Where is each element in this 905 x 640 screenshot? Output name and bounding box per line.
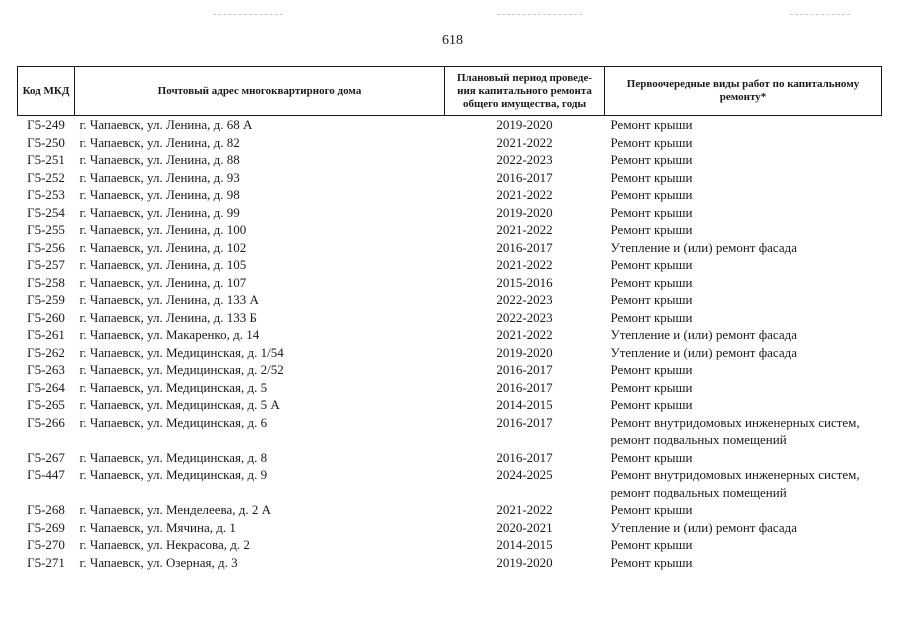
house-address: г. Чапаевск, ул. Ленина, д. 107 bbox=[79, 274, 247, 290]
repair-period: 2016-2017 bbox=[496, 362, 553, 377]
repair-works: Ремонт внутридомовых инженерных систем, ремонт подвальных помещений bbox=[610, 467, 860, 500]
house-code: Г5-262 bbox=[27, 344, 65, 360]
repair-works: Ремонт крыши bbox=[610, 117, 693, 132]
repair-period: 2016-2017 bbox=[496, 379, 553, 395]
table-row bbox=[18, 554, 882, 572]
table-row bbox=[18, 134, 882, 152]
repair-works: Ремонт крыши bbox=[610, 397, 693, 412]
table-row bbox=[18, 116, 882, 134]
repair-period: 2022-2023 bbox=[496, 292, 553, 307]
house-code: Г5-257 bbox=[27, 257, 65, 272]
house-address: г. Чапаевск, ул. Озерная, д. 3 bbox=[79, 554, 238, 570]
repair-period: 2016-2017 bbox=[496, 414, 553, 430]
house-code: Г5-270 bbox=[27, 537, 65, 552]
house-code: Г5-261 bbox=[27, 327, 65, 342]
repair-period: 2020-2021 bbox=[496, 519, 553, 535]
scan-artifacts bbox=[0, 14, 905, 18]
house-address: г. Чапаевск, ул. Ленина, д. 105 bbox=[79, 257, 247, 272]
repair-period: 2016-2017 bbox=[496, 239, 553, 255]
repair-works: Ремонт крыши bbox=[610, 554, 693, 570]
repair-works: Утепление и (или) ремонт фасада bbox=[610, 239, 797, 255]
house-code: Г5-252 bbox=[27, 169, 65, 185]
table-row bbox=[18, 291, 882, 309]
table-row bbox=[18, 466, 882, 501]
house-address: г. Чапаевск, ул. Ленина, д. 133 А bbox=[79, 292, 259, 307]
repair-works: Утепление и (или) ремонт фасада bbox=[610, 519, 797, 535]
header-works: Первоочередные виды работ по капитальному ремонту* bbox=[605, 67, 882, 116]
table-row bbox=[18, 221, 882, 239]
house-code: Г5-267 bbox=[27, 449, 65, 465]
house-code: Г5-269 bbox=[27, 519, 65, 535]
house-code: Г5-256 bbox=[27, 239, 65, 255]
table-row bbox=[18, 169, 882, 187]
table-row bbox=[18, 379, 882, 397]
table-row bbox=[18, 361, 882, 379]
repair-works: Ремонт крыши bbox=[610, 134, 693, 150]
header-address: Почтовый адрес многоквартирного дома bbox=[75, 67, 445, 116]
scan-mark bbox=[790, 14, 850, 16]
header-row bbox=[18, 67, 882, 116]
repair-works: Ремонт крыши bbox=[610, 169, 693, 185]
house-code: Г5-268 bbox=[27, 502, 65, 517]
house-address: г. Чапаевск, ул. Медицинская, д. 5 А bbox=[79, 397, 280, 412]
repair-works: Ремонт крыши bbox=[610, 152, 693, 167]
repair-works: Ремонт крыши bbox=[610, 502, 693, 517]
house-address: г. Чапаевск, ул. Менделеева, д. 2 А bbox=[79, 502, 271, 517]
repair-period: 2019-2020 bbox=[496, 117, 553, 132]
repair-period: 2022-2023 bbox=[496, 152, 553, 167]
repair-period: 2021-2022 bbox=[496, 257, 553, 272]
repair-works: Утепление и (или) ремонт фасада bbox=[610, 327, 797, 342]
table-row bbox=[18, 449, 882, 467]
house-code: Г5-259 bbox=[27, 292, 65, 307]
table-row bbox=[18, 309, 882, 327]
repair-period: 2021-2022 bbox=[496, 327, 553, 342]
repair-works: Ремонт крыши bbox=[610, 187, 693, 202]
repair-period: 2015-2016 bbox=[496, 274, 553, 290]
scan-mark bbox=[497, 14, 582, 16]
repair-period: 2021-2022 bbox=[496, 134, 553, 150]
repair-works: Утепление и (или) ремонт фасада bbox=[610, 344, 797, 360]
house-address: г. Чапаевск, ул. Ленина, д. 82 bbox=[79, 134, 240, 150]
house-code: Г5-260 bbox=[27, 309, 65, 325]
house-code: Г5-266 bbox=[27, 414, 65, 430]
house-address: г. Чапаевск, ул. Ленина, д. 98 bbox=[79, 187, 240, 202]
header-period: Плановый период проведе-ния капитального ремонта общего имущества, годы bbox=[445, 67, 605, 116]
table-row bbox=[18, 536, 882, 554]
repair-period: 2022-2023 bbox=[496, 309, 553, 325]
house-address: г. Чапаевск, ул. Медицинская, д. 2/52 bbox=[79, 362, 284, 377]
house-code: Г5-249 bbox=[27, 117, 65, 132]
house-address: г. Чапаевск, ул. Ленина, д. 93 bbox=[79, 169, 240, 185]
table-row bbox=[18, 151, 882, 169]
house-address: г. Чапаевск, ул. Мячина, д. 1 bbox=[79, 519, 236, 535]
repair-works: Ремонт крыши bbox=[610, 222, 693, 237]
repair-works: Ремонт внутридомовых инженерных систем, ремонт подвальных помещений bbox=[610, 414, 860, 447]
house-code: Г5-255 bbox=[27, 222, 65, 237]
table-body bbox=[18, 116, 882, 572]
house-code: Г5-258 bbox=[27, 274, 65, 290]
repair-period: 2019-2020 bbox=[496, 344, 553, 360]
house-address: г. Чапаевск, ул. Ленина, д. 68 А bbox=[79, 117, 253, 132]
house-code: Г5-265 bbox=[27, 397, 65, 412]
repair-works: Ремонт крыши bbox=[610, 537, 693, 552]
table-row bbox=[18, 204, 882, 222]
house-address: г. Чапаевск, ул. Ленина, д. 100 bbox=[79, 222, 247, 237]
repair-works: Ремонт крыши bbox=[610, 362, 693, 377]
repair-works: Ремонт крыши bbox=[610, 309, 693, 325]
house-code: Г5-263 bbox=[27, 362, 65, 377]
table-header bbox=[18, 67, 882, 116]
house-address: г. Чапаевск, ул. Медицинская, д. 1/54 bbox=[79, 344, 284, 360]
house-address: г. Чапаевск, ул. Ленина, д. 102 bbox=[79, 239, 247, 255]
repair-works: Ремонт крыши bbox=[610, 292, 693, 307]
table-row bbox=[18, 414, 882, 449]
repair-works: Ремонт крыши bbox=[610, 449, 693, 465]
repair-period: 2021-2022 bbox=[496, 502, 553, 517]
repair-period: 2016-2017 bbox=[496, 449, 553, 465]
table-row bbox=[18, 501, 882, 519]
house-address: г. Чапаевск, ул. Ленина, д. 88 bbox=[79, 152, 240, 167]
repair-period: 2021-2022 bbox=[496, 187, 553, 202]
house-code: Г5-250 bbox=[27, 134, 65, 150]
house-address: г. Чапаевск, ул. Макаренко, д. 14 bbox=[79, 327, 260, 342]
repair-period: 2019-2020 bbox=[496, 204, 553, 220]
table-row bbox=[18, 186, 882, 204]
house-address: г. Чапаевск, ул. Медицинская, д. 5 bbox=[79, 379, 268, 395]
repair-period: 2016-2017 bbox=[496, 169, 553, 185]
scan-mark bbox=[213, 14, 283, 16]
house-address: г. Чапаевск, ул. Медицинская, д. 9 bbox=[79, 467, 268, 482]
repair-period: 2024-2025 bbox=[496, 467, 553, 482]
house-code: Г5-253 bbox=[27, 187, 65, 202]
house-address: г. Чапаевск, ул. Ленина, д. 99 bbox=[79, 204, 240, 220]
table-row bbox=[18, 239, 882, 257]
house-address: г. Чапаевск, ул. Медицинская, д. 8 bbox=[79, 449, 268, 465]
header-code: Код МКД bbox=[18, 67, 75, 116]
house-code: Г5-447 bbox=[27, 467, 65, 482]
repair-period: 2014-2015 bbox=[496, 397, 553, 412]
table-row bbox=[18, 396, 882, 414]
repair-period: 2021-2022 bbox=[496, 222, 553, 237]
house-address: г. Чапаевск, ул. Ленина, д. 133 Б bbox=[79, 309, 257, 325]
table-row bbox=[18, 344, 882, 362]
table-row bbox=[18, 326, 882, 344]
table-row bbox=[18, 274, 882, 292]
repair-works: Ремонт крыши bbox=[610, 257, 693, 272]
house-address: г. Чапаевск, ул. Некрасова, д. 2 bbox=[79, 537, 250, 552]
table-row bbox=[18, 519, 882, 537]
house-code: Г5-264 bbox=[27, 379, 65, 395]
repair-period: 2019-2020 bbox=[496, 554, 553, 570]
house-code: Г5-271 bbox=[27, 554, 65, 570]
house-code: Г5-251 bbox=[27, 152, 65, 167]
repair-period: 2014-2015 bbox=[496, 537, 553, 552]
house-code: Г5-254 bbox=[27, 204, 65, 220]
repair-works: Ремонт крыши bbox=[610, 379, 693, 395]
table-row bbox=[18, 256, 882, 274]
page-number: 618 bbox=[442, 33, 463, 48]
repair-works: Ремонт крыши bbox=[610, 204, 693, 220]
repair-works: Ремонт крыши bbox=[610, 274, 693, 290]
housing-registry-table bbox=[17, 66, 882, 571]
house-address: г. Чапаевск, ул. Медицинская, д. 6 bbox=[79, 414, 268, 430]
